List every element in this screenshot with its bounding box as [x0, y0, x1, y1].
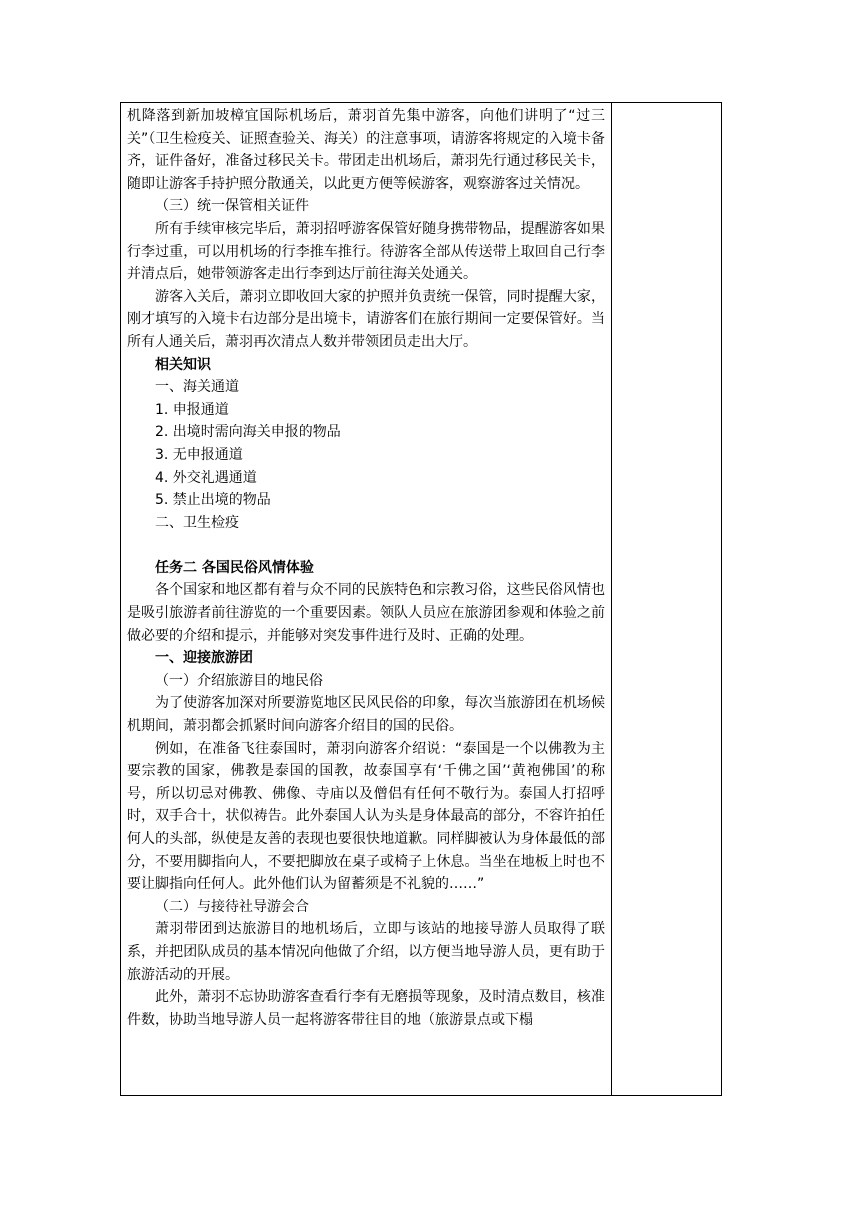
- paragraph: 为了使游客加深对所要游览地区民风民俗的印象，每次当旅游团在机场候机期间，萧羽都会抓紧时间向游客介绍目的国的民俗。: [127, 695, 605, 735]
- paragraph: 此外，萧羽不忘协助游客查看行李有无磨损等现象，及时清点数目，核准件数，协助当地导游人员一起将游客带往目的地（旅游景点或下榻: [127, 989, 605, 1028]
- blank-line: [127, 534, 605, 557]
- paragraph: 所有手续审核完毕后，萧羽招呼游客保管好随身携带物品，提醒游客如果行李过重，可以用机场的行李推车推行。待游客全部从传送带上取回自己行李并清点后，她带领游客走出行李到达厅前往海关处通关。: [127, 220, 605, 283]
- list-heading: 一、海关通道: [155, 379, 239, 396]
- subheading: （二）与接待社导游会合: [155, 898, 309, 915]
- section-heading: 相关知识: [155, 356, 211, 373]
- list-item: 1. 申报通道: [155, 401, 229, 418]
- list-heading: 二、卫生检疫: [155, 514, 239, 531]
- subheading: （三）统一保管相关证件: [155, 198, 309, 215]
- side-note-cell: [612, 103, 721, 1095]
- task-heading: 任务二 各国民俗风情体验: [155, 559, 314, 576]
- paragraph: 游客入关后，萧羽立即收回大家的护照并负责统一保管，同时提醒大家，刚才填写的入境卡右边部分是出境卡，请游客们在旅行期间一定要保管好。当所有人通关后，萧羽再次清点人数并带领团员走出大厅。: [127, 288, 605, 350]
- main-text-cell: [121, 103, 611, 1095]
- section-heading: 一、迎接旅游团: [155, 650, 253, 667]
- list-item: 2. 出境时需向海关申报的物品: [155, 424, 341, 441]
- paragraph: 机降落到新加坡樟宜国际机场后，萧羽首先集中游客，向他们讲明了“过三关”（卫生检疫关、证照查验关、海关）的注意事项，请游客将规定的入境卡备齐，证件备好，准备过移民关卡。带团走出机场后，萧羽先行通过移民关卡，随即让游客手持护照分散通关，以此更方便等候游客，观察游客过关情况。: [127, 108, 605, 192]
- list-item: 5. 禁止出境的物品: [155, 492, 271, 509]
- list-item: 4. 外交礼遇通道: [155, 469, 257, 486]
- subheading: （一）介绍旅游目的地民俗: [155, 672, 323, 689]
- list-item: 3. 无申报通道: [155, 446, 243, 463]
- paragraph: 各个国家和地区都有着与众不同的民族特色和宗教习俗，这些民俗风情也是吸引旅游者前往游览的一个重要因素。领队人员应在旅游团参观和体验之前做必要的介绍和提示，并能够对突发事件进行及时、正确的处理。: [127, 582, 605, 644]
- paragraph: 例如，在准备飞往泰国时，萧羽向游客介绍说：“泰国是一个以佛教为主要宗教的国家，佛教是泰国的国教，故泰国享有‘千佛之国’‘黄袍佛国’的称号，所以切忌对佛教、佛像、寺庙以及僧侣有任何不敬行为。泰国人打招呼时，双手合十，状似祷告。此外泰国人认为头是身体最高的部分，不容许拍任何人的头部，纵使是友善的表现也要很快地道歉。同样脚被认为身体最低的部分，不要用脚指向人，不要把脚放在桌子或椅子上休息。当坐在地板上时也不要让脚指向任何人。此外他们认为留蓄须是不礼貌的……”: [127, 740, 605, 893]
- content-table: [120, 102, 722, 1096]
- paragraph: 萧羽带团到达旅游目的地机场后，立即与该站的地接导游人员取得了联系，并把团队成员的基本情况向他做了介绍，以方便当地导游人员，更有助于旅游活动的开展。: [127, 921, 605, 983]
